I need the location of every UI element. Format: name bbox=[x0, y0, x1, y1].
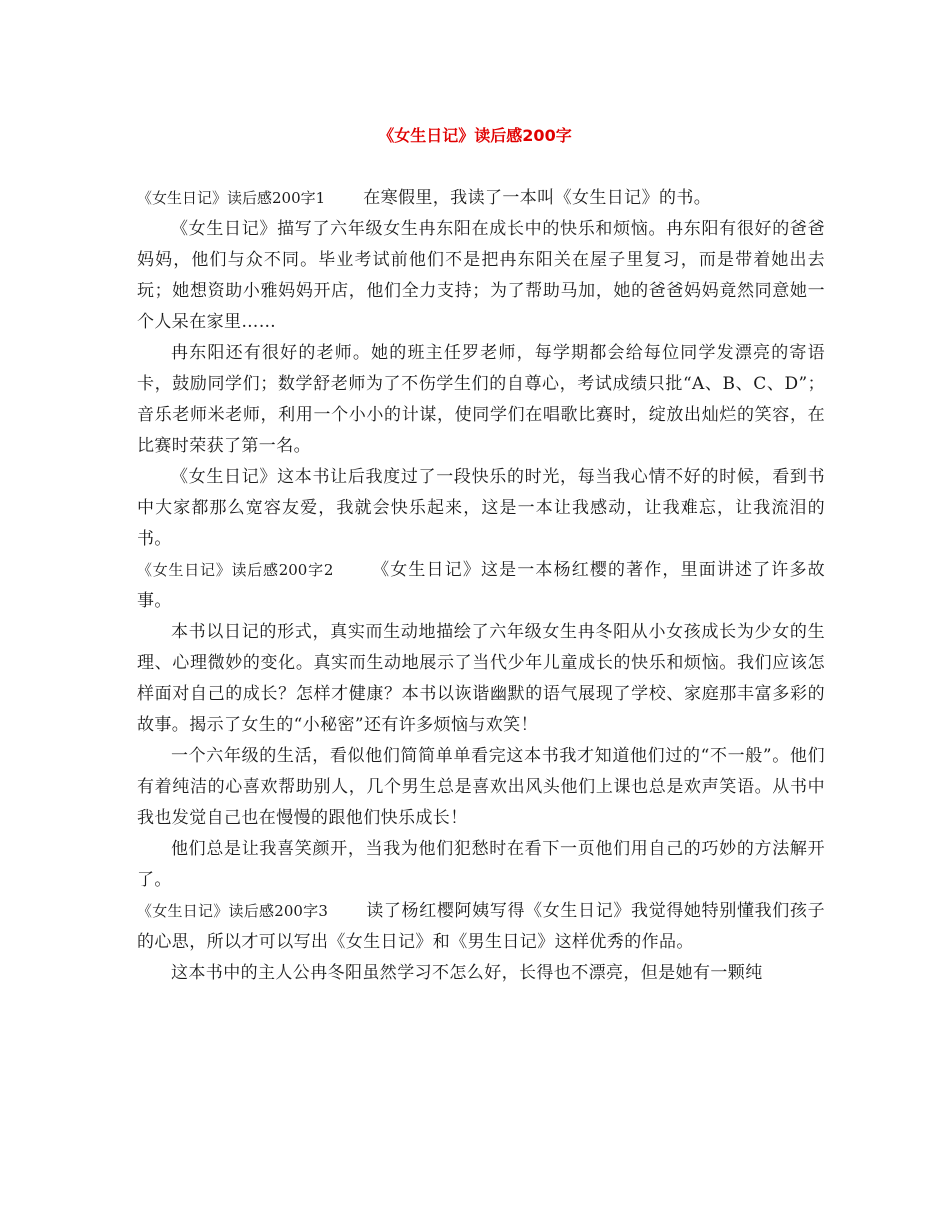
section-first-line: 在寒假里，我读了一本叫《女生日记》的书。 bbox=[363, 188, 712, 208]
section-3-opening bbox=[137, 896, 825, 958]
section-heading: 《女生日记》读后感200字2 bbox=[137, 561, 334, 579]
section-1-opening bbox=[137, 183, 825, 214]
document-title: 《女生日记》读后感200字 bbox=[378, 126, 572, 145]
paragraph: 他们总是让我喜笑颜开，当我为他们犯愁时在看下一页他们用自己的巧妙的方法解开了。 bbox=[137, 839, 825, 890]
paragraph: 这本书中的主人公冉冬阳虽然学习不怎么好，长得也不漂亮，但是她有一颗纯 bbox=[171, 963, 763, 983]
paragraph: 本书以日记的形式，真实而生动地描绘了六年级女生冉冬阳从小女孩成长为少女的生理、心理微妙的变化。真实而生动地展示了当代少年儿童成长的快乐和烦恼。我们应该怎样面对自己的成长？怎样才健康？本书以诙谐幽默的语气展现了学校、家庭那丰富多彩的故事。揭示了女生的“小秘密”还有许多烦恼与欢笑！ bbox=[137, 622, 825, 735]
paragraph: 冉东阳还有很好的老师。她的班主任罗老师，每学期都会给每位同学发漂亮的寄语卡，鼓励同学们；数学舒老师为了不伤学生们的自尊心，考试成绩只批“A、B、C、D”；音乐老师米老师，利用一个小小的计谋，使同学们在唱歌比赛时，绽放出灿烂的笑容，在比赛时荣获了第一名。 bbox=[137, 343, 825, 456]
section-first-line: 读了杨红樱阿姨写得《女生日记》我觉得她特别懂我们孩子的心思，所以才可以写出《女生日记》和《男生日记》这样优秀的作品。 bbox=[137, 901, 825, 952]
paragraph: 《女生日记》这本书让后我度过了一段快乐的时光，每当我心情不好的时候，看到书中大家都那么宽容友爱，我就会快乐起来，这是一本让我感动，让我难忘，让我流泪的书。 bbox=[137, 467, 825, 549]
paragraph: 《女生日记》描写了六年级女生冉东阳在成长中的快乐和烦恼。冉东阳有很好的爸爸妈妈，他们与众不同。毕业考试前他们不是把冉东阳关在屋子里复习，而是带着她出去玩；她想资助小雅妈妈开店，他们全力支持；为了帮助马加，她的爸爸妈妈竟然同意她一个人呆在家里…… bbox=[137, 219, 825, 332]
document-body bbox=[137, 183, 825, 989]
section-heading: 《女生日记》读后感200字3 bbox=[137, 902, 328, 920]
section-heading: 《女生日记》读后感200字1 bbox=[137, 189, 326, 207]
paragraph: 一个六年级的生活，看似他们简简单单看完这本书我才知道他们过的“不一般”。他们有着纯洁的心喜欢帮助别人，几个男生总是喜欢出风头他们上课也总是欢声笑语。从书中我也发觉自己也在慢慢的跟他们快乐成长！ bbox=[137, 746, 825, 828]
section-2-opening bbox=[137, 555, 825, 617]
section-first-line: 《女生日记》这是一本杨红樱的著作，里面讲述了许多故事。 bbox=[137, 560, 825, 611]
